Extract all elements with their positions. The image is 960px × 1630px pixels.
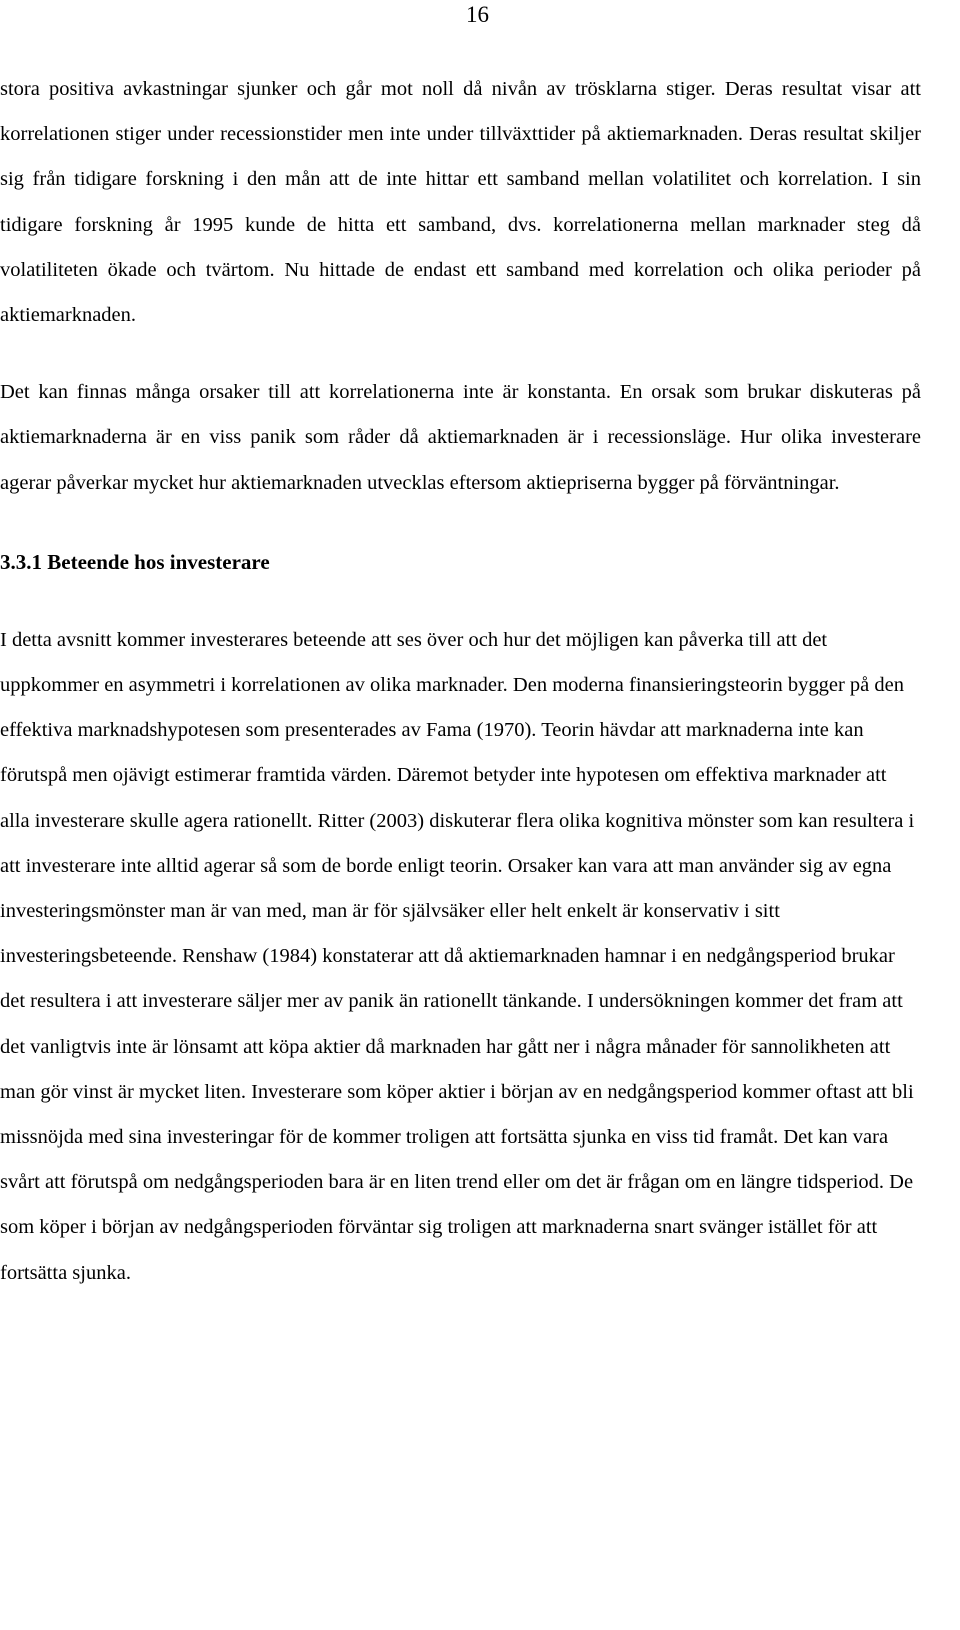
paragraph-correlation-findings: stora positiva avkastningar sjunker och går mot noll då nivån av trösklarna stiger. Deras resultat visar att korrelationen stiger under recessionstider men inte under tillväxttider på aktiemarknaden. Deras resultat skiljer sig från tidigare forskning i den mån att de inte hittar ett samband mellan volatilitet och korrelation. I sin tidigare forskning år 1995 kunde de hitta ett samband, dvs. korrelationerna mellan marknader steg då volatiliteten ökade och tvärtom. Nu hittade de endast ett samband med korrelation och olika perioder på aktiemarknaden. [0, 78, 921, 327]
paragraph-investor-behavior: I detta avsnitt kommer investerares beteende att ses över och hur det möjligen kan påverka till att det uppkommer en asymmetri i korrelationen av olika marknader. Den moderna finansieringsteorin bygger på den effektiva marknadshypotesen som presenterades av Fama (1970). Teorin hävdar att marknaderna inte kan förutspå men ojävigt estimerar framtida värden. Däremot betyder inte hypotesen om effektiva marknader att alla investerare skulle agera rationellt. Ritter (2003) diskuterar flera olika kognitiva mönster som kan resultera i att investerare inte alltid agerar så som de borde enligt teorin. Orsaker kan vara att man använder sig av egna investeringsmönster man är van med, man är för självsäker eller helt enkelt är konservativ i sitt investeringsbeteende. Renshaw (1984) konstaterar att då aktiemarknaden hamnar i en nedgångsperiod brukar det resultera i att investerare säljer mer av panik än rationellt tänkande. I undersökningen kommer det fram att det vanligtvis inte är lönsamt att köpa aktier då marknaden har gått ner i några månader för sannolikheten att man gör vinst är mycket liten. Investerare som köper aktier i början av en nedgångsperiod kommer oftast att bli missnöjda med sina investeringar för de kommer troligen att fortsätta sjunka en viss tid framåt. Det kan vara svårt att förutspå om nedgångsperioden bara är en liten trend eller om det är frågan om en längre tidsperiod. De som köper i början av nedgångsperioden förväntar sig troligen att marknaderna snart svänger istället för att fortsätta sjunka. [0, 628, 915, 1284]
document-body [0, 67, 921, 1296]
section-heading: 3.3.1 Beteende hos investerare [0, 549, 270, 574]
paragraph-correlation-causes: Det kan finnas många orsaker till att korrelationerna inte är konstanta. En orsak som brukar diskuteras på aktiemarknaderna är en viss panik som råder då aktiemarknaden är i recessionsläge. Hur olika investerare agerar påverkar mycket hur aktiemarknaden utvecklas eftersom aktiepriserna bygger på förväntningar. [0, 381, 921, 494]
page-number: 16 [466, 2, 489, 27]
